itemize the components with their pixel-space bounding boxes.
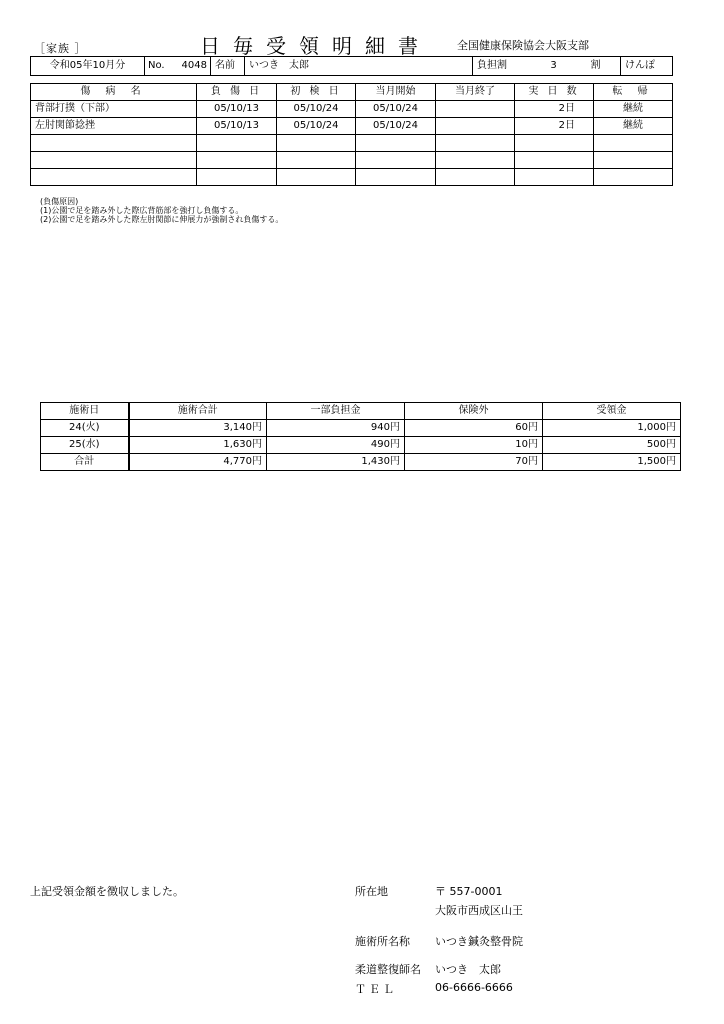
address-label: 所在地: [355, 885, 388, 898]
insurance-type: けんぽ: [621, 57, 673, 76]
actual-days: [515, 152, 594, 169]
injury-name-header: 傷 病 名: [31, 84, 197, 101]
document-title: 日毎受領明細書: [200, 34, 431, 58]
record-number-value: 4048: [181, 60, 207, 71]
treatment-date: 24(火): [41, 420, 129, 437]
injury-name: [31, 169, 197, 186]
clinic-address: 大阪市西成区山王: [435, 904, 523, 917]
outcome-header: 転 帰: [594, 84, 673, 101]
injury-table: [30, 83, 673, 186]
clinic-name-label: 施術所名称: [355, 935, 410, 948]
outcome: [594, 135, 673, 152]
injury-date: 05/10/13: [197, 118, 277, 135]
first-visit-date: [277, 135, 356, 152]
injury-name: [31, 135, 197, 152]
injury-name: [31, 152, 197, 169]
practitioner-label: 柔道整復師名: [355, 963, 421, 976]
burden-label: 負担割: [473, 57, 521, 76]
injury-date: [197, 152, 277, 169]
fee-total-row: [41, 454, 681, 471]
fee-table: [40, 402, 681, 471]
first-visit-date: [277, 152, 356, 169]
month-end-date: [436, 169, 515, 186]
postal-code: 〒 557-0001: [435, 885, 503, 898]
patient-name: いつき 太郎: [245, 57, 473, 76]
injury-row-empty: [31, 152, 673, 169]
actual-days: 2日: [515, 118, 594, 135]
record-number-label: No.: [148, 60, 165, 71]
month-end-header: 当月終了: [436, 84, 515, 101]
actual-days: [515, 169, 594, 186]
patient-info-table: [30, 56, 673, 76]
received-amount: 1,000円: [543, 420, 681, 437]
treatment-date: 25(水): [41, 437, 129, 454]
tel-label: ＴＥＬ: [355, 983, 397, 996]
clinic-name: いつき鍼灸整骨院: [435, 935, 523, 948]
patient-info-row: [31, 57, 673, 76]
month-start-date: [356, 152, 436, 169]
non-insured-header: 保険外: [405, 403, 543, 420]
injury-row: [31, 118, 673, 135]
total-label: 合計: [41, 454, 129, 471]
practitioner-name: いつき 太郎: [435, 963, 501, 976]
non-insured: 60円: [405, 420, 543, 437]
injury-row-empty: [31, 169, 673, 186]
first-visit-date: 05/10/24: [277, 118, 356, 135]
month-end-date: [436, 152, 515, 169]
first-visit-date: 05/10/24: [277, 101, 356, 118]
outcome: [594, 169, 673, 186]
outcome: 継続: [594, 101, 673, 118]
outcome: [594, 152, 673, 169]
burden-value: 3: [521, 57, 587, 76]
month-start-date: [356, 135, 436, 152]
billing-period: 令和05年10月分: [31, 57, 145, 76]
fee-row: [41, 437, 681, 454]
tel-number: 06-6666-6666: [435, 981, 513, 994]
injury-cause-line: (1)公園で足を踏み外した際広背筋部を強打し負傷する。: [40, 206, 244, 215]
month-start-header: 当月開始: [356, 84, 436, 101]
patient-name-label: 名前: [211, 57, 245, 76]
month-start-date: 05/10/24: [356, 101, 436, 118]
injury-date-header: 負 傷 日: [197, 84, 277, 101]
injury-date: [197, 169, 277, 186]
month-start-date: 05/10/24: [356, 118, 436, 135]
month-end-date: [436, 135, 515, 152]
injury-header-row: [31, 84, 673, 101]
received-amount-sum: 1,500円: [543, 454, 681, 471]
copayment-header: 一部負担金: [267, 403, 405, 420]
family-label: ［家族 ］: [34, 42, 87, 55]
treatment-date-header: 施術日: [41, 403, 129, 420]
receipt-statement: 上記受領金額を徴収しました。: [30, 885, 184, 898]
copayment: 940円: [267, 420, 405, 437]
treatment-total-sum: 4,770円: [129, 454, 267, 471]
injury-date: [197, 135, 277, 152]
actual-days: [515, 135, 594, 152]
injury-row-empty: [31, 135, 673, 152]
burden-unit: 割: [587, 57, 621, 76]
treatment-total: 3,140円: [129, 420, 267, 437]
received-amount-header: 受領金: [543, 403, 681, 420]
fee-row: [41, 420, 681, 437]
treatment-total: 1,630円: [129, 437, 267, 454]
first-visit-date: [277, 169, 356, 186]
copayment-sum: 1,430円: [267, 454, 405, 471]
injury-name: 背部打撲（下部）: [31, 101, 197, 118]
month-end-date: [436, 101, 515, 118]
treatment-total-header: 施術合計: [129, 403, 267, 420]
non-insured-sum: 70円: [405, 454, 543, 471]
injury-cause: [40, 197, 283, 224]
injury-name: 左肘関節捻挫: [31, 118, 197, 135]
month-start-date: [356, 169, 436, 186]
actual-days: 2日: [515, 101, 594, 118]
organization-name: 全国健康保険協会大阪支部: [457, 39, 589, 52]
outcome: 継続: [594, 118, 673, 135]
month-end-date: [436, 118, 515, 135]
non-insured: 10円: [405, 437, 543, 454]
received-amount: 500円: [543, 437, 681, 454]
record-number: [145, 57, 211, 76]
injury-row: [31, 101, 673, 118]
injury-cause-line: (2)公園で足を踏み外した際左肘関節に伸展力が強制され負傷する。: [40, 215, 284, 224]
injury-date: 05/10/13: [197, 101, 277, 118]
copayment: 490円: [267, 437, 405, 454]
injury-cause-heading: (負傷原因): [40, 197, 79, 206]
fee-header-row: [41, 403, 681, 420]
first-visit-header: 初 検 日: [277, 84, 356, 101]
actual-days-header: 実 日 数: [515, 84, 594, 101]
